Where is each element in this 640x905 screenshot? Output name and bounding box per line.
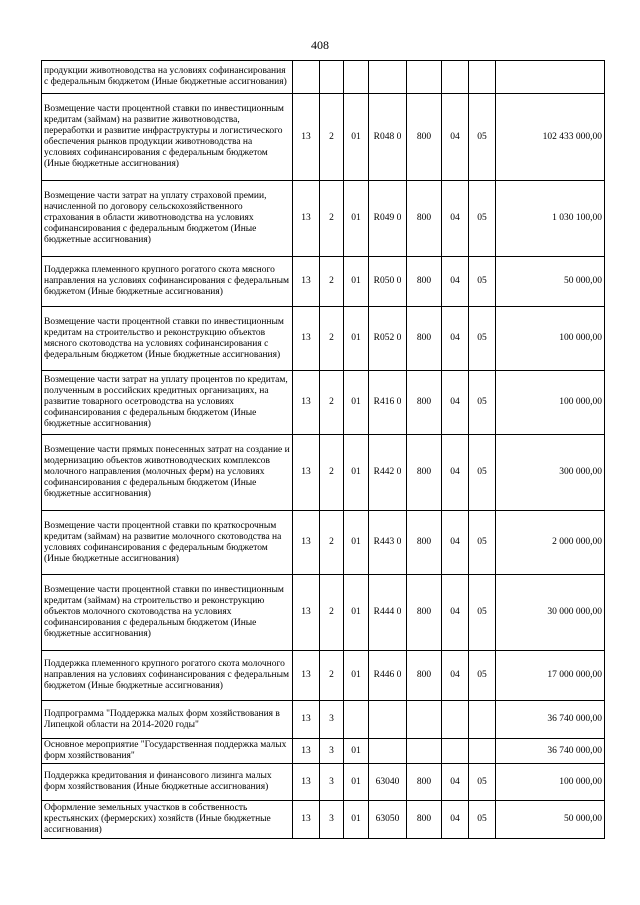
row-direction-code: R442 0 <box>369 435 407 511</box>
table-row <box>42 801 605 839</box>
table-row <box>42 739 605 764</box>
row-expense-type: 800 <box>407 181 442 257</box>
row-program-code: 13 <box>293 651 320 701</box>
row-subprogram-code: 3 <box>320 701 344 739</box>
row-section: 04 <box>442 511 469 575</box>
row-program-code: 13 <box>293 181 320 257</box>
row-direction-code <box>369 701 407 739</box>
row-amount: 100 000,00 <box>496 307 605 371</box>
row-program-code <box>293 61 320 94</box>
row-program-code: 13 <box>293 701 320 739</box>
row-subprogram-code: 2 <box>320 181 344 257</box>
row-direction-code: R444 0 <box>369 575 407 651</box>
row-name: Подпрограмма "Поддержка малых форм хозяйствования в Липецкой области на 2014-2020 годы" <box>42 701 293 739</box>
row-activity-code: 01 <box>344 651 369 701</box>
row-activity-code <box>344 701 369 739</box>
row-section <box>442 739 469 764</box>
row-activity-code: 01 <box>344 181 369 257</box>
row-amount <box>496 61 605 94</box>
row-program-code: 13 <box>293 511 320 575</box>
row-direction-code: 63050 <box>369 801 407 839</box>
row-direction-code: R050 0 <box>369 257 407 307</box>
row-amount: 17 000 000,00 <box>496 651 605 701</box>
row-section <box>442 61 469 94</box>
row-amount: 50 000,00 <box>496 257 605 307</box>
row-expense-type: 800 <box>407 435 442 511</box>
row-name: Возмещение части процентной ставки по инвестиционным кредитам на строительство и реконструкцию объектов мясного скотоводства на условиях софинансирования с федеральным бюджетом (Иные бюджетные ассигнования) <box>42 307 293 371</box>
row-name: Оформление земельных участков в собственность крестьянских (фермерских) хозяйств (Иные бюджетные ассигнования) <box>42 801 293 839</box>
row-section: 04 <box>442 651 469 701</box>
row-amount: 2 000 000,00 <box>496 511 605 575</box>
table-row <box>42 511 605 575</box>
row-amount: 30 000 000,00 <box>496 575 605 651</box>
table-row <box>42 701 605 739</box>
table-row <box>42 61 605 94</box>
budget-table <box>41 60 605 839</box>
row-subprogram-code: 3 <box>320 801 344 839</box>
row-section: 04 <box>442 307 469 371</box>
row-subsection <box>469 701 496 739</box>
row-name: Возмещение части затрат на уплату страховой премии, начисленной по договору сельскохозяйственного страхования в области животноводства на условиях софинансирования с федеральным бюджетом (Иные бюджетные ассигнования) <box>42 181 293 257</box>
row-expense-type <box>407 701 442 739</box>
row-amount: 1 030 100,00 <box>496 181 605 257</box>
row-direction-code: 63040 <box>369 764 407 801</box>
row-activity-code: 01 <box>344 257 369 307</box>
row-direction-code: R048 0 <box>369 94 407 181</box>
row-subsection: 05 <box>469 651 496 701</box>
row-direction-code: R443 0 <box>369 511 407 575</box>
row-program-code: 13 <box>293 435 320 511</box>
row-activity-code: 01 <box>344 764 369 801</box>
row-subprogram-code: 3 <box>320 739 344 764</box>
row-section <box>442 701 469 739</box>
row-amount: 36 740 000,00 <box>496 739 605 764</box>
row-direction-code: R446 0 <box>369 651 407 701</box>
row-amount: 300 000,00 <box>496 435 605 511</box>
row-subsection: 05 <box>469 371 496 435</box>
row-section: 04 <box>442 94 469 181</box>
row-name: Возмещение части процентной ставки по инвестиционным кредитам (займам) на развитие животноводства, переработки и развитие инфраструктуры и логистического обеспечения рынков продукции животноводства на условиях софинансирования с федеральным бюджетом (Иные бюджетные ассигнования) <box>42 94 293 181</box>
row-expense-type: 800 <box>407 94 442 181</box>
row-activity-code: 01 <box>344 435 369 511</box>
row-expense-type: 800 <box>407 307 442 371</box>
row-expense-type: 800 <box>407 257 442 307</box>
row-subprogram-code: 2 <box>320 371 344 435</box>
row-subprogram-code: 2 <box>320 435 344 511</box>
row-name: Возмещение части процентной ставки по краткосрочным кредитам (займам) на развитие молочного скотоводства на условиях софинансирования с федеральным бюджетом (Иные бюджетные ассигнования) <box>42 511 293 575</box>
table-row <box>42 94 605 181</box>
row-activity-code: 01 <box>344 739 369 764</box>
row-section: 04 <box>442 435 469 511</box>
table-row <box>42 435 605 511</box>
row-activity-code <box>344 61 369 94</box>
row-subprogram-code <box>320 61 344 94</box>
row-expense-type: 800 <box>407 511 442 575</box>
row-amount: 36 740 000,00 <box>496 701 605 739</box>
row-subsection <box>469 739 496 764</box>
row-name: Поддержка племенного крупного рогатого скота молочного направления на условиях софинансирования с федеральным бюджетом (Иные бюджетные ассигнования) <box>42 651 293 701</box>
row-subsection: 05 <box>469 764 496 801</box>
table-row <box>42 371 605 435</box>
row-subsection: 05 <box>469 575 496 651</box>
row-name: продукции животноводства на условиях софинансирования с федеральным бюджетом (Иные бюджетные ассигнования) <box>42 61 293 94</box>
table-row <box>42 181 605 257</box>
row-subprogram-code: 2 <box>320 307 344 371</box>
row-direction-code: R052 0 <box>369 307 407 371</box>
row-subsection: 05 <box>469 511 496 575</box>
row-direction-code: R416 0 <box>369 371 407 435</box>
row-section: 04 <box>442 257 469 307</box>
row-program-code: 13 <box>293 371 320 435</box>
row-section: 04 <box>442 575 469 651</box>
row-direction-code: R049 0 <box>369 181 407 257</box>
row-amount: 102 433 000,00 <box>496 94 605 181</box>
row-subsection: 05 <box>469 94 496 181</box>
row-section: 04 <box>442 181 469 257</box>
row-name: Возмещение части процентной ставки по инвестиционным кредитам (займам) на строительство и реконструкцию объектов молочного скотоводства на условиях софинансирования с федеральным бюджетом (Иные бюджетные ассигнования) <box>42 575 293 651</box>
row-subsection: 05 <box>469 435 496 511</box>
table-row <box>42 764 605 801</box>
row-name: Возмещение части прямых понесенных затрат на создание и модернизацию объектов животноводческих комплексов молочного направления (молочных ферм) на условиях софинансирования с федеральным бюджетом (Иные бюджетные ассигнования) <box>42 435 293 511</box>
row-expense-type: 800 <box>407 764 442 801</box>
row-expense-type: 800 <box>407 575 442 651</box>
row-program-code: 13 <box>293 257 320 307</box>
row-subprogram-code: 3 <box>320 764 344 801</box>
row-subprogram-code: 2 <box>320 94 344 181</box>
row-subprogram-code: 2 <box>320 511 344 575</box>
row-activity-code: 01 <box>344 371 369 435</box>
table-row <box>42 257 605 307</box>
row-direction-code <box>369 61 407 94</box>
row-expense-type <box>407 61 442 94</box>
row-name: Поддержка племенного крупного рогатого скота мясного направления на условиях софинансирования с федеральным бюджетом (Иные бюджетные ассигнования) <box>42 257 293 307</box>
row-section: 04 <box>442 764 469 801</box>
table-body <box>42 61 605 839</box>
row-amount: 100 000,00 <box>496 764 605 801</box>
row-subprogram-code: 2 <box>320 257 344 307</box>
row-section: 04 <box>442 371 469 435</box>
row-name: Поддержка кредитования и финансового лизинга малых форм хозяйствования (Иные бюджетные ассигнования) <box>42 764 293 801</box>
row-direction-code <box>369 739 407 764</box>
row-expense-type <box>407 739 442 764</box>
row-program-code: 13 <box>293 307 320 371</box>
row-subprogram-code: 2 <box>320 651 344 701</box>
table-row <box>42 575 605 651</box>
row-amount: 100 000,00 <box>496 371 605 435</box>
page-number: 408 <box>311 38 329 52</box>
row-activity-code: 01 <box>344 307 369 371</box>
row-subsection <box>469 61 496 94</box>
row-subsection: 05 <box>469 801 496 839</box>
row-subsection: 05 <box>469 307 496 371</box>
row-program-code: 13 <box>293 94 320 181</box>
row-program-code: 13 <box>293 801 320 839</box>
row-amount: 50 000,00 <box>496 801 605 839</box>
row-activity-code: 01 <box>344 801 369 839</box>
table-row <box>42 651 605 701</box>
row-expense-type: 800 <box>407 371 442 435</box>
row-expense-type: 800 <box>407 801 442 839</box>
row-name: Основное мероприятие "Государственная поддержка малых форм хозяйствования" <box>42 739 293 764</box>
row-program-code: 13 <box>293 575 320 651</box>
row-activity-code: 01 <box>344 94 369 181</box>
row-subsection: 05 <box>469 257 496 307</box>
row-program-code: 13 <box>293 739 320 764</box>
row-activity-code: 01 <box>344 575 369 651</box>
row-subsection: 05 <box>469 181 496 257</box>
row-program-code: 13 <box>293 764 320 801</box>
table-row <box>42 307 605 371</box>
row-expense-type: 800 <box>407 651 442 701</box>
row-activity-code: 01 <box>344 511 369 575</box>
row-name: Возмещение части затрат на уплату процентов по кредитам, полученным в российских кредитных организациях, на развитие товарного осетроводства на условиях софинансирования с федеральным бюджетом (Иные бюджетные ассигнования) <box>42 371 293 435</box>
row-section: 04 <box>442 801 469 839</box>
row-subprogram-code: 2 <box>320 575 344 651</box>
